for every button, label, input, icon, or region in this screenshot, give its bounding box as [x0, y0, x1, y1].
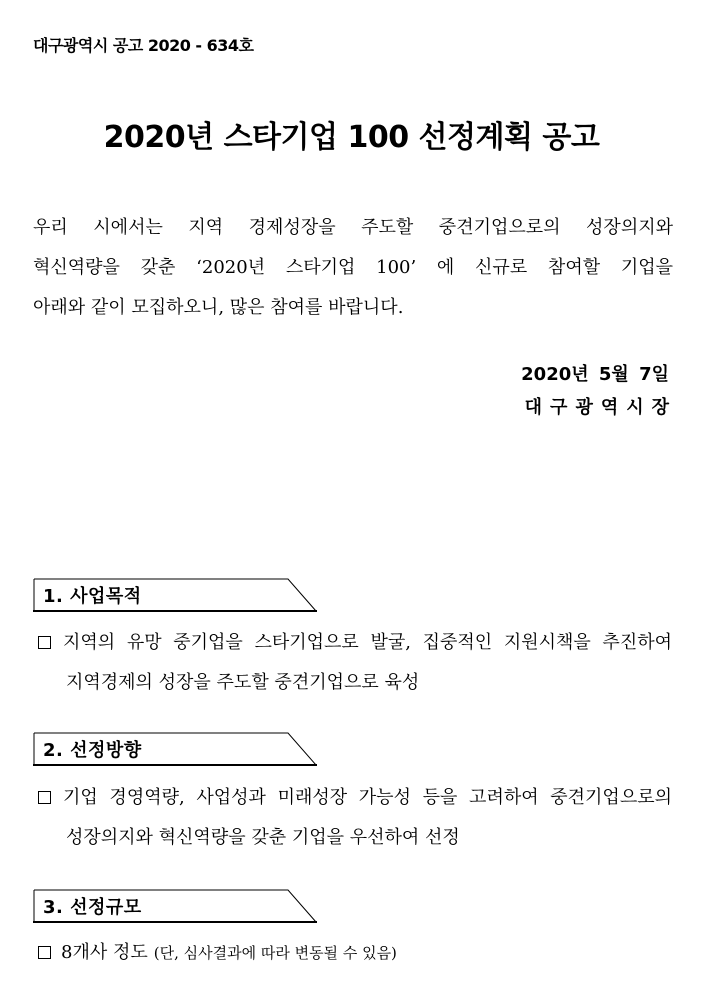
checkbox-square-icon [38, 791, 51, 804]
section-heading-label: 3. 선정규모 [43, 897, 142, 918]
bullet-text-continued: 지역경제의 성장을 주도할 중견기업으로 육성 [66, 672, 420, 693]
page-title: 2020년 스타기업 100 선정계획 공고 [103, 120, 600, 155]
bullet-text: 8개사 정도 [61, 942, 148, 963]
section-body-purpose [38, 623, 672, 703]
intro-paragraph [33, 208, 673, 328]
section-body-direction [38, 778, 672, 858]
section-heading-scale [33, 889, 317, 923]
signer-name: 대구광역시장 [524, 397, 677, 418]
bullet-note: (단, 심사결과에 따라 변동될 수 있음) [153, 944, 397, 962]
section-heading-label: 1. 사업목적 [43, 586, 142, 607]
intro-line: 우리 시에서는 지역 경제성장을 주도할 중견기업으로의 성장의지와 [33, 217, 673, 238]
section-heading-purpose [33, 578, 317, 612]
bullet-text: 기업 경영역량, 사업성과 미래성장 가능성 등을 고려하여 중견기업으로의 [63, 787, 672, 808]
section-body-scale [38, 933, 538, 973]
notice-number: 대구광역시 공고 2020 - 634호 [33, 36, 254, 55]
section-heading-direction [33, 732, 317, 766]
bullet-text-continued: 성장의지와 혁신역량을 갖춘 기업을 우선하여 선정 [66, 827, 460, 848]
notice-date: 2020년 5월 7일 [521, 364, 669, 385]
intro-line: 혁신역량을 갖춘 ‘2020년 스타기업 100’ 에 신규로 참여할 기업을 [33, 257, 673, 278]
intro-line: 아래와 같이 모집하오니, 많은 참여를 바랍니다. [33, 297, 404, 318]
section-heading-label: 2. 선정방향 [43, 740, 142, 761]
checkbox-square-icon [38, 636, 51, 649]
checkbox-square-icon [38, 946, 51, 959]
bullet-text: 지역의 유망 중기업을 스타기업으로 발굴, 집중적인 지원시책을 추진하여 [63, 632, 672, 653]
